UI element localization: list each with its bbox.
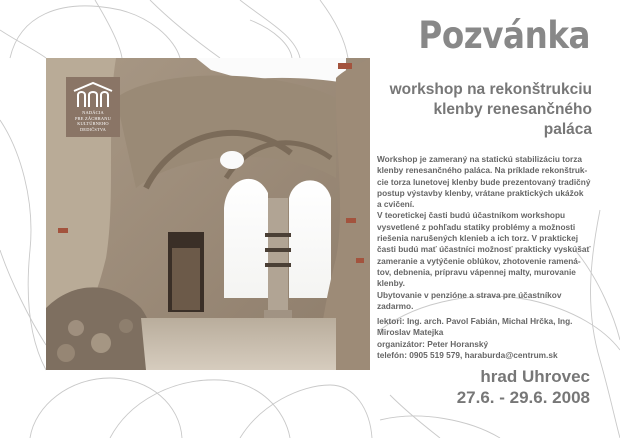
logo-text	[66, 110, 120, 132]
foundation-logo	[66, 77, 120, 137]
body-line: Workshop je zameraný na statickú stabilizáciu torza	[377, 154, 583, 164]
subtitle-line: workshop na rekonštrukciu	[389, 81, 592, 98]
subtitle-line: klenby renesančného	[433, 101, 592, 118]
vault-logo-icon	[72, 81, 114, 109]
body-line: vysvetlené z pohľadu statiky problémy a možnosti	[377, 221, 576, 232]
logo-line: KULTÚRNEHO	[77, 121, 109, 127]
body-line: Ubytovanie v penzióne a strava pre účastníkov	[377, 289, 562, 300]
logo-line: NADÁCIA	[82, 110, 104, 115]
credits-line: Miroslav Matejka	[377, 327, 444, 338]
description-text	[377, 154, 599, 312]
logo-line: PRE ZÁCHRANU	[75, 115, 111, 121]
body-line: klenby.	[377, 278, 405, 289]
credits-text	[377, 316, 617, 361]
subtitle-line: paláca	[543, 121, 592, 138]
credits-line: lektori: Ing. arch. Pavol Fabián, Michal Hrčka, Ing.	[377, 316, 573, 326]
workshop-subtitle	[380, 80, 592, 140]
event-place: hrad Uhrovec	[480, 367, 590, 386]
credits-line: telefón: 0905 519 579, haraburda@centrum.sk	[377, 349, 558, 360]
body-line: klenby renesančného paláca. Na príklade rekonštruk-	[377, 165, 588, 176]
body-line: zadarmo.	[377, 300, 414, 311]
page-title: Pozvánka	[418, 14, 590, 57]
body-line: postup výstavby klenby, vrátane praktických ukážok	[377, 187, 584, 198]
body-line: a cvičení.	[377, 199, 415, 210]
body-line: V teoretickej časti budú účastníkom workshopu	[377, 210, 566, 221]
event-dates: 27.6. - 29.6. 2008	[456, 388, 590, 407]
logo-line: DEDIČSTVA	[79, 126, 107, 132]
credits-line: organizátor: Peter Horanský	[377, 338, 489, 349]
body-line: tov, debnenia, prípravu vápennej malty, murovanie	[377, 266, 576, 277]
body-line: časti budú mať účastníci možnosť prakticky vyskúšať	[377, 244, 591, 255]
body-line: riešenia narušených klenieb a ich torz. V praktickej	[377, 233, 579, 244]
body-line: zameranie a vytýčenie oblúkov, zhotovenie ramená-	[377, 255, 581, 266]
body-line: cie torza lunetovej klenby bude prezentovaný tradičný	[377, 176, 591, 187]
